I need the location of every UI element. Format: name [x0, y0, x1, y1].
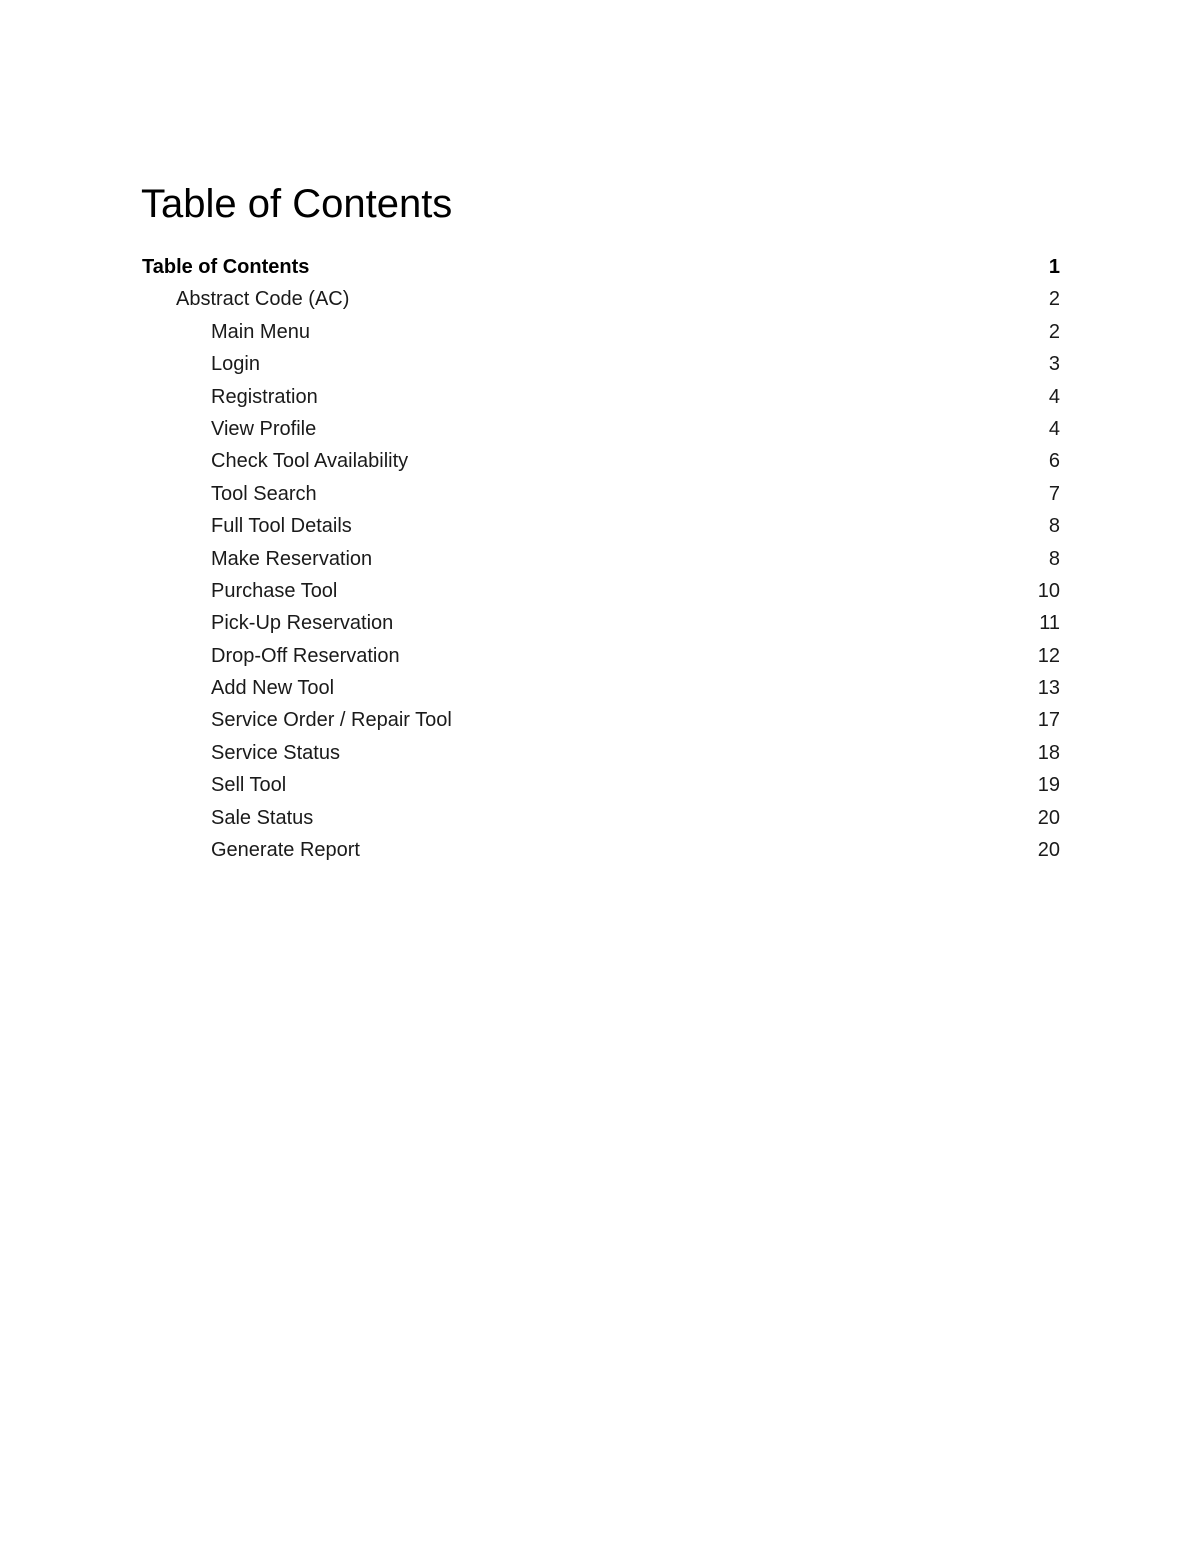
toc-entry-label: Purchase Tool: [211, 579, 338, 602]
toc-entry-label: Table of Contents: [142, 256, 310, 278]
toc-entry-label: Registration: [211, 385, 318, 408]
toc-entry-label: Make Reservation: [211, 547, 373, 570]
toc-entry[interactable]: [141, 576, 1060, 608]
toc-entry-page-number: 20: [1037, 839, 1060, 862]
toc-entry-label: Full Tool Details: [211, 515, 352, 538]
toc-entry-page-number: 6: [1048, 450, 1060, 473]
toc-entry-label: View Profile: [211, 417, 317, 440]
toc-entry-page-number: 8: [1048, 547, 1060, 570]
toc-entry[interactable]: [141, 349, 1060, 381]
toc-entry-page-number: 20: [1037, 806, 1060, 829]
toc-entry[interactable]: [141, 511, 1060, 543]
toc-entry-page-number: 7: [1048, 482, 1060, 505]
toc-entry-page-number: 4: [1048, 385, 1060, 408]
toc-entry-label: Add New Tool: [211, 677, 335, 700]
toc-entry-page-number: 3: [1048, 353, 1060, 376]
toc-entry[interactable]: [141, 803, 1060, 835]
toc-entry[interactable]: [141, 252, 1060, 284]
toc-entry-page-number: 19: [1037, 774, 1060, 797]
toc-entry-label: Drop-Off Reservation: [211, 644, 400, 667]
toc-entry[interactable]: [141, 446, 1060, 478]
toc-entry[interactable]: [141, 738, 1060, 770]
toc-entry[interactable]: [141, 641, 1060, 673]
toc-entry-label: Service Order / Repair Tool: [211, 709, 452, 732]
table-of-contents: [141, 252, 1060, 867]
toc-entry[interactable]: [141, 284, 1060, 316]
toc-entry-page-number: 13: [1037, 677, 1060, 700]
toc-entry-page-number: 11: [1039, 612, 1060, 635]
toc-entry-page-number: 8: [1048, 515, 1060, 538]
toc-entry-label: Service Status: [211, 741, 340, 764]
toc-entry[interactable]: [141, 544, 1060, 576]
toc-entry-label: Generate Report: [211, 839, 360, 862]
toc-entry-label: Sell Tool: [211, 774, 287, 797]
toc-entry[interactable]: [141, 673, 1060, 705]
toc-entry[interactable]: [141, 705, 1060, 737]
toc-entry-label: Abstract Code (AC): [176, 288, 350, 311]
toc-entry-label: Sale Status: [211, 806, 314, 829]
toc-entry[interactable]: [141, 770, 1060, 802]
toc-entry-page-number: 2: [1048, 288, 1060, 311]
toc-entry[interactable]: [141, 479, 1060, 511]
toc-entry-page-number: 2: [1048, 320, 1060, 343]
toc-entry-label: Login: [211, 353, 260, 376]
toc-entry[interactable]: [141, 608, 1060, 640]
toc-entry-page-number: 17: [1037, 709, 1060, 732]
toc-entry-label: Check Tool Availability: [211, 450, 409, 473]
toc-entry-label: Tool Search: [211, 482, 317, 505]
toc-entry[interactable]: [141, 835, 1060, 867]
toc-entry-label: Main Menu: [211, 320, 310, 343]
toc-entry-page-number: 4: [1048, 417, 1060, 440]
toc-entry-page-number: 10: [1037, 579, 1060, 602]
toc-entry-page-number: 1: [1048, 256, 1060, 278]
toc-entry[interactable]: [141, 414, 1060, 446]
toc-entry-page-number: 12: [1037, 644, 1060, 667]
toc-entry[interactable]: [141, 382, 1060, 414]
toc-entry-page-number: 18: [1037, 741, 1060, 764]
toc-entry[interactable]: [141, 317, 1060, 349]
page-title: Table of Contents: [141, 182, 453, 226]
toc-entry-label: Pick-Up Reservation: [211, 612, 394, 635]
